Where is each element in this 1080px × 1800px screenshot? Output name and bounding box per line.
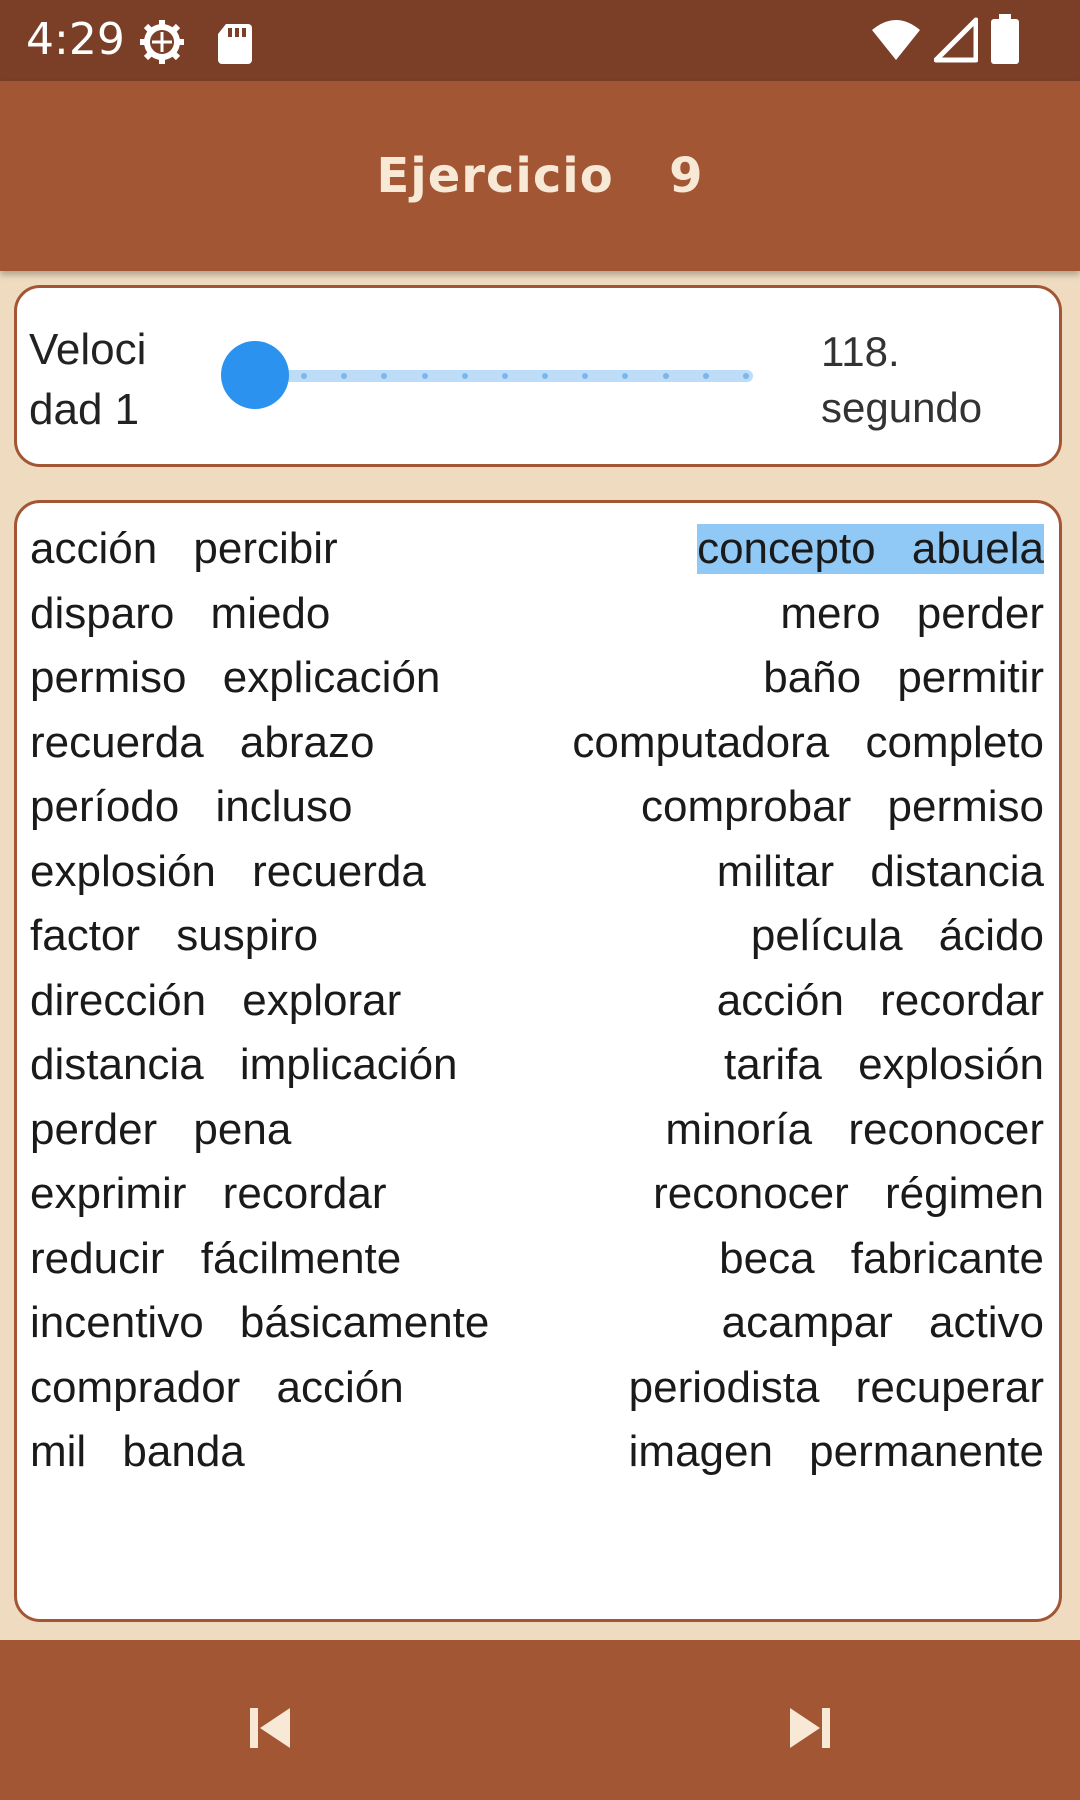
word-pair-left: comprador acción [30, 1362, 404, 1412]
slider-tick [743, 373, 749, 379]
word-pair-right: reconocer régimen [653, 1169, 1044, 1219]
speed-slider[interactable] [217, 336, 757, 416]
status-right-icons [870, 14, 1020, 68]
previous-button[interactable] [230, 1688, 310, 1768]
word-pair-left: dirección explorar [30, 975, 402, 1025]
word-pair-right: comprobar permiso [640, 782, 1044, 832]
word-row [30, 582, 1044, 647]
word-row [30, 711, 1044, 776]
speed-label: Veloci dad 1 [29, 325, 147, 434]
slider-thumb[interactable] [221, 341, 289, 409]
word-pair-left: explosión recuerda [30, 846, 426, 896]
word-pair-left: exprimir recordar [30, 1169, 387, 1219]
page-title: Ejercicio 9 [376, 148, 704, 204]
slider-tick [381, 373, 387, 379]
slider-tick [703, 373, 709, 379]
word-row [30, 1098, 1044, 1163]
word-pair-right: tarifa explosión [724, 1040, 1044, 1090]
word-pair-right: acampar activo [721, 1298, 1044, 1348]
word-row [30, 775, 1044, 840]
word-pair-left: incentivo básicamente [30, 1298, 490, 1348]
word-list [30, 517, 1044, 1485]
next-button[interactable] [770, 1688, 850, 1768]
word-pair-right: mero perder [780, 588, 1044, 638]
word-pair-right: baño permitir [763, 653, 1044, 703]
word-pair-left: acción percibir [30, 524, 338, 574]
word-pair-right: periodista recuperar [628, 1362, 1044, 1412]
word-pair-left: permiso explicación [30, 653, 441, 703]
speed-card [14, 285, 1062, 467]
word-list-card [14, 500, 1062, 1622]
skip-previous-icon [230, 1753, 310, 1772]
word-pair-left: perder pena [30, 1104, 292, 1154]
word-row [30, 517, 1044, 582]
slider-tick [301, 373, 307, 379]
word-pair-right: beca fabricante [719, 1233, 1044, 1283]
word-pair-right: minoría reconocer [665, 1104, 1044, 1154]
word-row [30, 1356, 1044, 1421]
word-row [30, 840, 1044, 905]
word-pair-left: recuerda abrazo [30, 717, 375, 767]
word-pair-left: factor suspiro [30, 911, 319, 961]
status-time: 4:29 [26, 14, 125, 65]
slider-tick [622, 373, 628, 379]
word-pair-left: mil banda [30, 1427, 245, 1477]
word-row [30, 1227, 1044, 1292]
word-pair-left: período incluso [30, 782, 353, 832]
word-row [30, 646, 1044, 711]
sd-card-icon [214, 18, 254, 70]
battery-icon [990, 14, 1020, 68]
wifi-icon [870, 16, 922, 68]
bottom-nav-bar [0, 1640, 1080, 1800]
word-row [30, 969, 1044, 1034]
word-row [30, 1291, 1044, 1356]
word-pair-right: militar distancia [716, 846, 1044, 896]
word-pair-right: imagen permanente [628, 1427, 1044, 1477]
word-row [30, 1420, 1044, 1485]
slider-tick [422, 373, 428, 379]
word-pair-right: película ácido [750, 911, 1044, 961]
slider-tick [502, 373, 508, 379]
slider-tick [663, 373, 669, 379]
slider-ticks [261, 373, 749, 379]
status-bar [0, 0, 1080, 81]
skip-next-icon [770, 1753, 850, 1772]
settings-icon [138, 18, 186, 70]
slider-tick [341, 373, 347, 379]
word-row [30, 1033, 1044, 1098]
speed-value: 118. segundo [821, 328, 983, 431]
word-row [30, 904, 1044, 969]
app-bar [0, 81, 1080, 271]
word-pair-left: reducir fácilmente [30, 1233, 402, 1283]
word-pair-right: computadora completo [572, 717, 1044, 767]
word-pair-left: disparo miedo [30, 588, 331, 638]
word-pair-left: distancia implicación [30, 1040, 458, 1090]
slider-tick [582, 373, 588, 379]
status-left-icons [138, 18, 254, 70]
slider-tick [542, 373, 548, 379]
word-pair-right: acción recordar [716, 975, 1044, 1025]
word-pair-right-highlighted: concepto abuela [697, 524, 1044, 574]
cell-signal-icon [934, 16, 978, 68]
slider-tick [462, 373, 468, 379]
word-row [30, 1162, 1044, 1227]
